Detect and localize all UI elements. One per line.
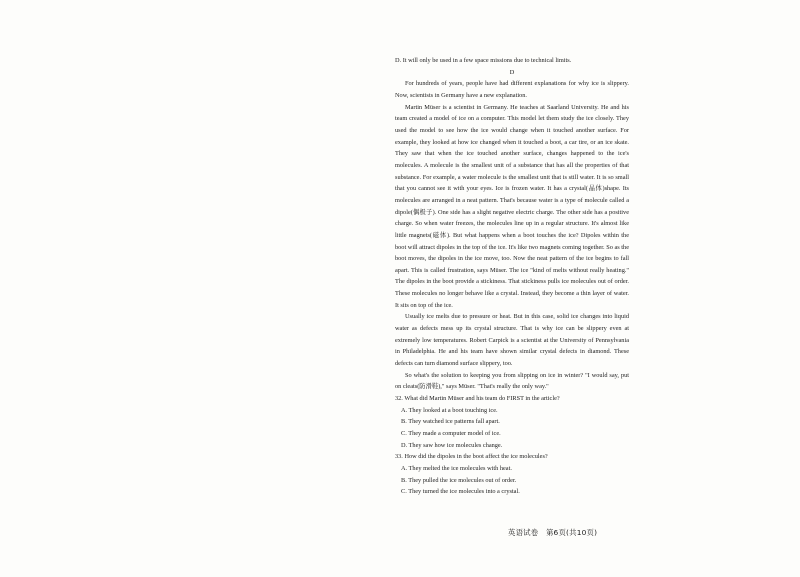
question-32-stem: 32. What did Martin Müser and his team do FIRST in the article? (395, 395, 560, 403)
paragraph-2: Martin Müser is a scientist in Germany. He teaches at Saarland University. He and his team created a model of ice on a computer. This model let them study the ice closely. They used the model to see how the ice would change when it touched another surface. For example, they looked at how ice changed when it touched a boot, a car tire, or an ice skate. They saw that when the ice touched another surface, changes happened to the ice's molecules. A molecule is the smallest unit of a substance that has all the properties of that substance. For example, a water molecule is the smallest unit that is still water. It is so small that you cannot see it with your eyes. Ice is frozen water. It has a crystal(晶体)shape. Its molecules are arranged in a neat pattern. That's because water is a type of molecule called a dipole(偶极子). One side has a slight negative electric charge. The other side has a positive charge. So when water freezes, the molecules line up in a regular structure. It's almost like little magnets(磁体). But what happens when a boot touches the ice? Dipoles within the boot will attract dipoles in the top of the ice. It's like two magnets coming together. So as the boot moves, the dipoles in the ice move, too. Now the neat pattern of the ice begins to fall apart. This is called frustration, says Müser. The ice "kind of melts without really heating." The dipoles in the boot provide a stickiness. That stickiness pulls ice molecules out of order. These molecules no longer behave like a crystal. Instead, they become a thin layer of water. It sits on top of the ice. (395, 103, 629, 309)
previous-option-d: D. It will only be used in a few space missions due to technical limits. (395, 57, 572, 64)
question-33-option-a: A. They melted the ice molecules with heat. (401, 464, 512, 472)
page-footer: 英语试卷 第6页(共10页) (508, 528, 598, 537)
question-33-option-c: C. They turned the ice molecules into a crystal. (401, 488, 520, 496)
question-33-option-b: B. They pulled the ice molecules out of order. (401, 476, 517, 484)
question-32-option-c: C. They made a computer model of ice. (401, 430, 501, 437)
exam-text-column (395, 55, 629, 498)
question-33-stem: 33. How did the dipoles in the boot affect the ice molecules? (395, 453, 548, 461)
question-32-option-d: D. They saw how ice molecules change. (401, 441, 503, 449)
question-32-option-b: B. They watched ice patterns fall apart. (401, 418, 500, 426)
section-letter: D (509, 68, 515, 76)
question-32-option-a: A. They looked at a boot touching ice. (401, 406, 498, 414)
paragraph-4: So what's the solution to keeping you from slipping on ice in winter? "I would say, put on cleats(防滑鞋)," says Müser. "That's really the only way." (395, 371, 629, 391)
paragraph-1: For hundreds of years, people have had different explanations for why ice is slippery. Now, scientists in Germany have a new explanation. (395, 80, 629, 99)
paragraph-3: Usually ice melts due to pressure or heat. But in this case, solid ice changes into liquid water as defects mess up its crystal structure. That is why ice can be slippery even at extremely low temperatures. Robert Carpick is a scientist at the University of Pennsylvania in Philadelphia. He and his team have shown similar crystal defects in diamond. These defects can turn diamond surface slippery, too. (395, 313, 629, 368)
